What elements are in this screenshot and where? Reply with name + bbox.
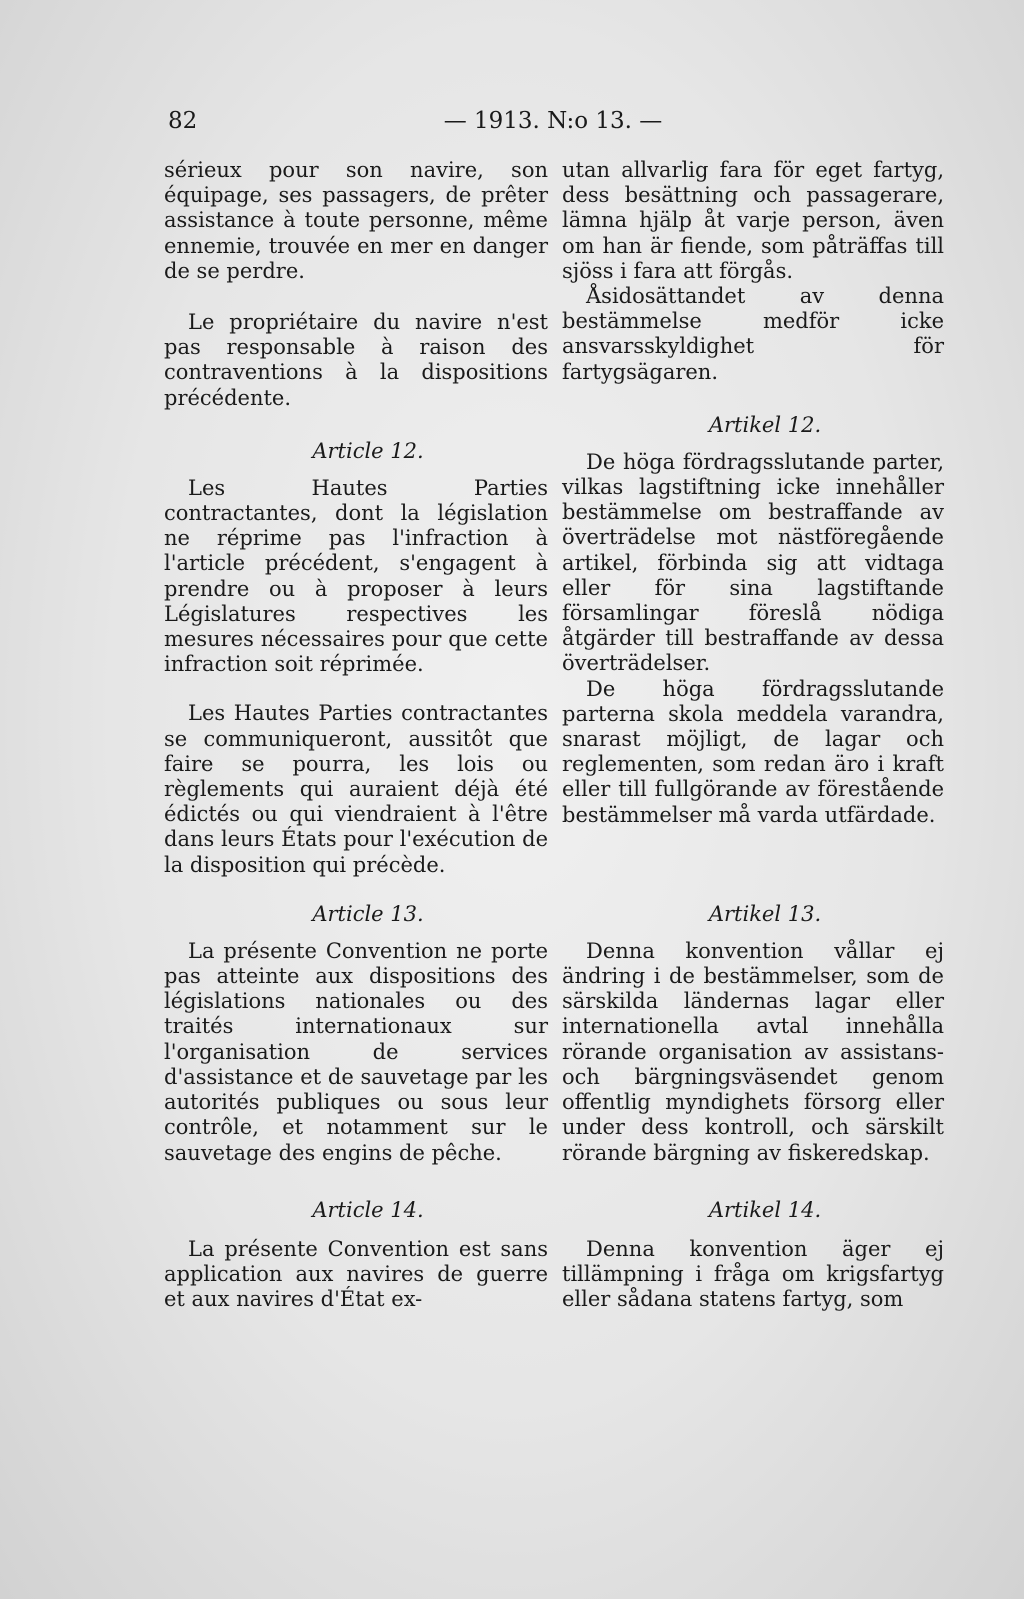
page-number: 82 [168, 108, 198, 134]
sv-paragraph: De höga fördragsslutande parter, vilkas lagstiftning icke innehåller bestämmelse om bestraffande av överträdelse mot nästföregående artikel, förbinda sig att vidtaga eller för sina lagstiftande församlingar föreslå nödiga åtgärder till bestraffande av dessa överträdelser. [562, 449, 944, 676]
french-column [164, 158, 548, 1312]
fr-paragraph: La présente Convention ne porte pas atteinte aux dispositions des législations nationales ou des traités internationaux sur l'organisation de services d'assistance et de sauvetage par les autorités publiques ou sous leur contrôle, et notamment sur le sauvetage des engins de pêche. [164, 938, 548, 1165]
running-title: — 1913. N:o 13. — [443, 108, 663, 134]
sv-paragraph: De höga fördragsslutande parterna skola meddela varandra, snarast möjligt, de lagar och reglementen, som redan äro i kraft eller till fullgörande av förestående bestämmelser må varda utfärdade. [562, 676, 944, 827]
fr-paragraph: La présente Convention est sans application aux navires de guerre et aux navires d'État ex- [164, 1236, 548, 1312]
fr-article-heading: Article 14. [312, 1197, 424, 1222]
sv-paragraph: Denna konvention äger ej tillämpning i fråga om krigsfartyg eller sådana statens fartyg, som [562, 1236, 944, 1312]
sv-article-heading: Artikel 12. [708, 412, 822, 437]
sv-article-heading: Artikel 14. [708, 1197, 822, 1222]
swedish-column [562, 158, 944, 1312]
fr-paragraph: sérieux pour son navire, son équipage, ses passagers, de prêter assistance à toute personne, même ennemie, trouvée en mer en danger de se perdre. [164, 158, 548, 283]
fr-paragraph: Les Hautes Parties contractantes, dont la législation ne réprime pas l'infraction à l'article précédent, s'engagent à prendre ou à proposer à leurs Législatures respectives les mesures nécessaires pour que cette infraction soit réprimée. [164, 475, 548, 677]
sv-paragraph: utan allvarlig fara för eget fartyg, dess besättning och passagerare, lämna hjälp åt varje person, även om han är fiende, som påträffas till sjöss i fara att förgås. [562, 158, 944, 283]
sv-paragraph: Åsidosättandet av denna bestämmelse medför icke ansvarsskyldighet för fartygsägaren. [562, 284, 944, 384]
fr-paragraph: Les Hautes Parties contractantes se communiqueront, aussitôt que faire se pourra, les lois ou règlements qui auraient déjà été édictés ou qui viendraient à l'être dans leurs États pour l'exécution de la disposition qui précède. [164, 701, 548, 877]
fr-article-heading: Article 12. [312, 438, 424, 463]
sv-article-heading: Artikel 13. [708, 901, 822, 926]
sv-paragraph: Denna konvention vållar ej ändring i de bestämmelser, som de särskilda ländernas lagar eller internationella avtal innehålla rörande organisation av assistans- och bärgningsväsendet genom offentlig myndighets försorg eller under dess kontroll, och särskilt rörande bärgning av fiskeredskap. [562, 938, 944, 1165]
fr-article-heading: Article 13. [312, 901, 424, 926]
fr-paragraph: Le propriétaire du navire n'est pas responsable à raison des contraventions à la dispositions précédente. [164, 310, 548, 410]
page-header [168, 108, 938, 142]
